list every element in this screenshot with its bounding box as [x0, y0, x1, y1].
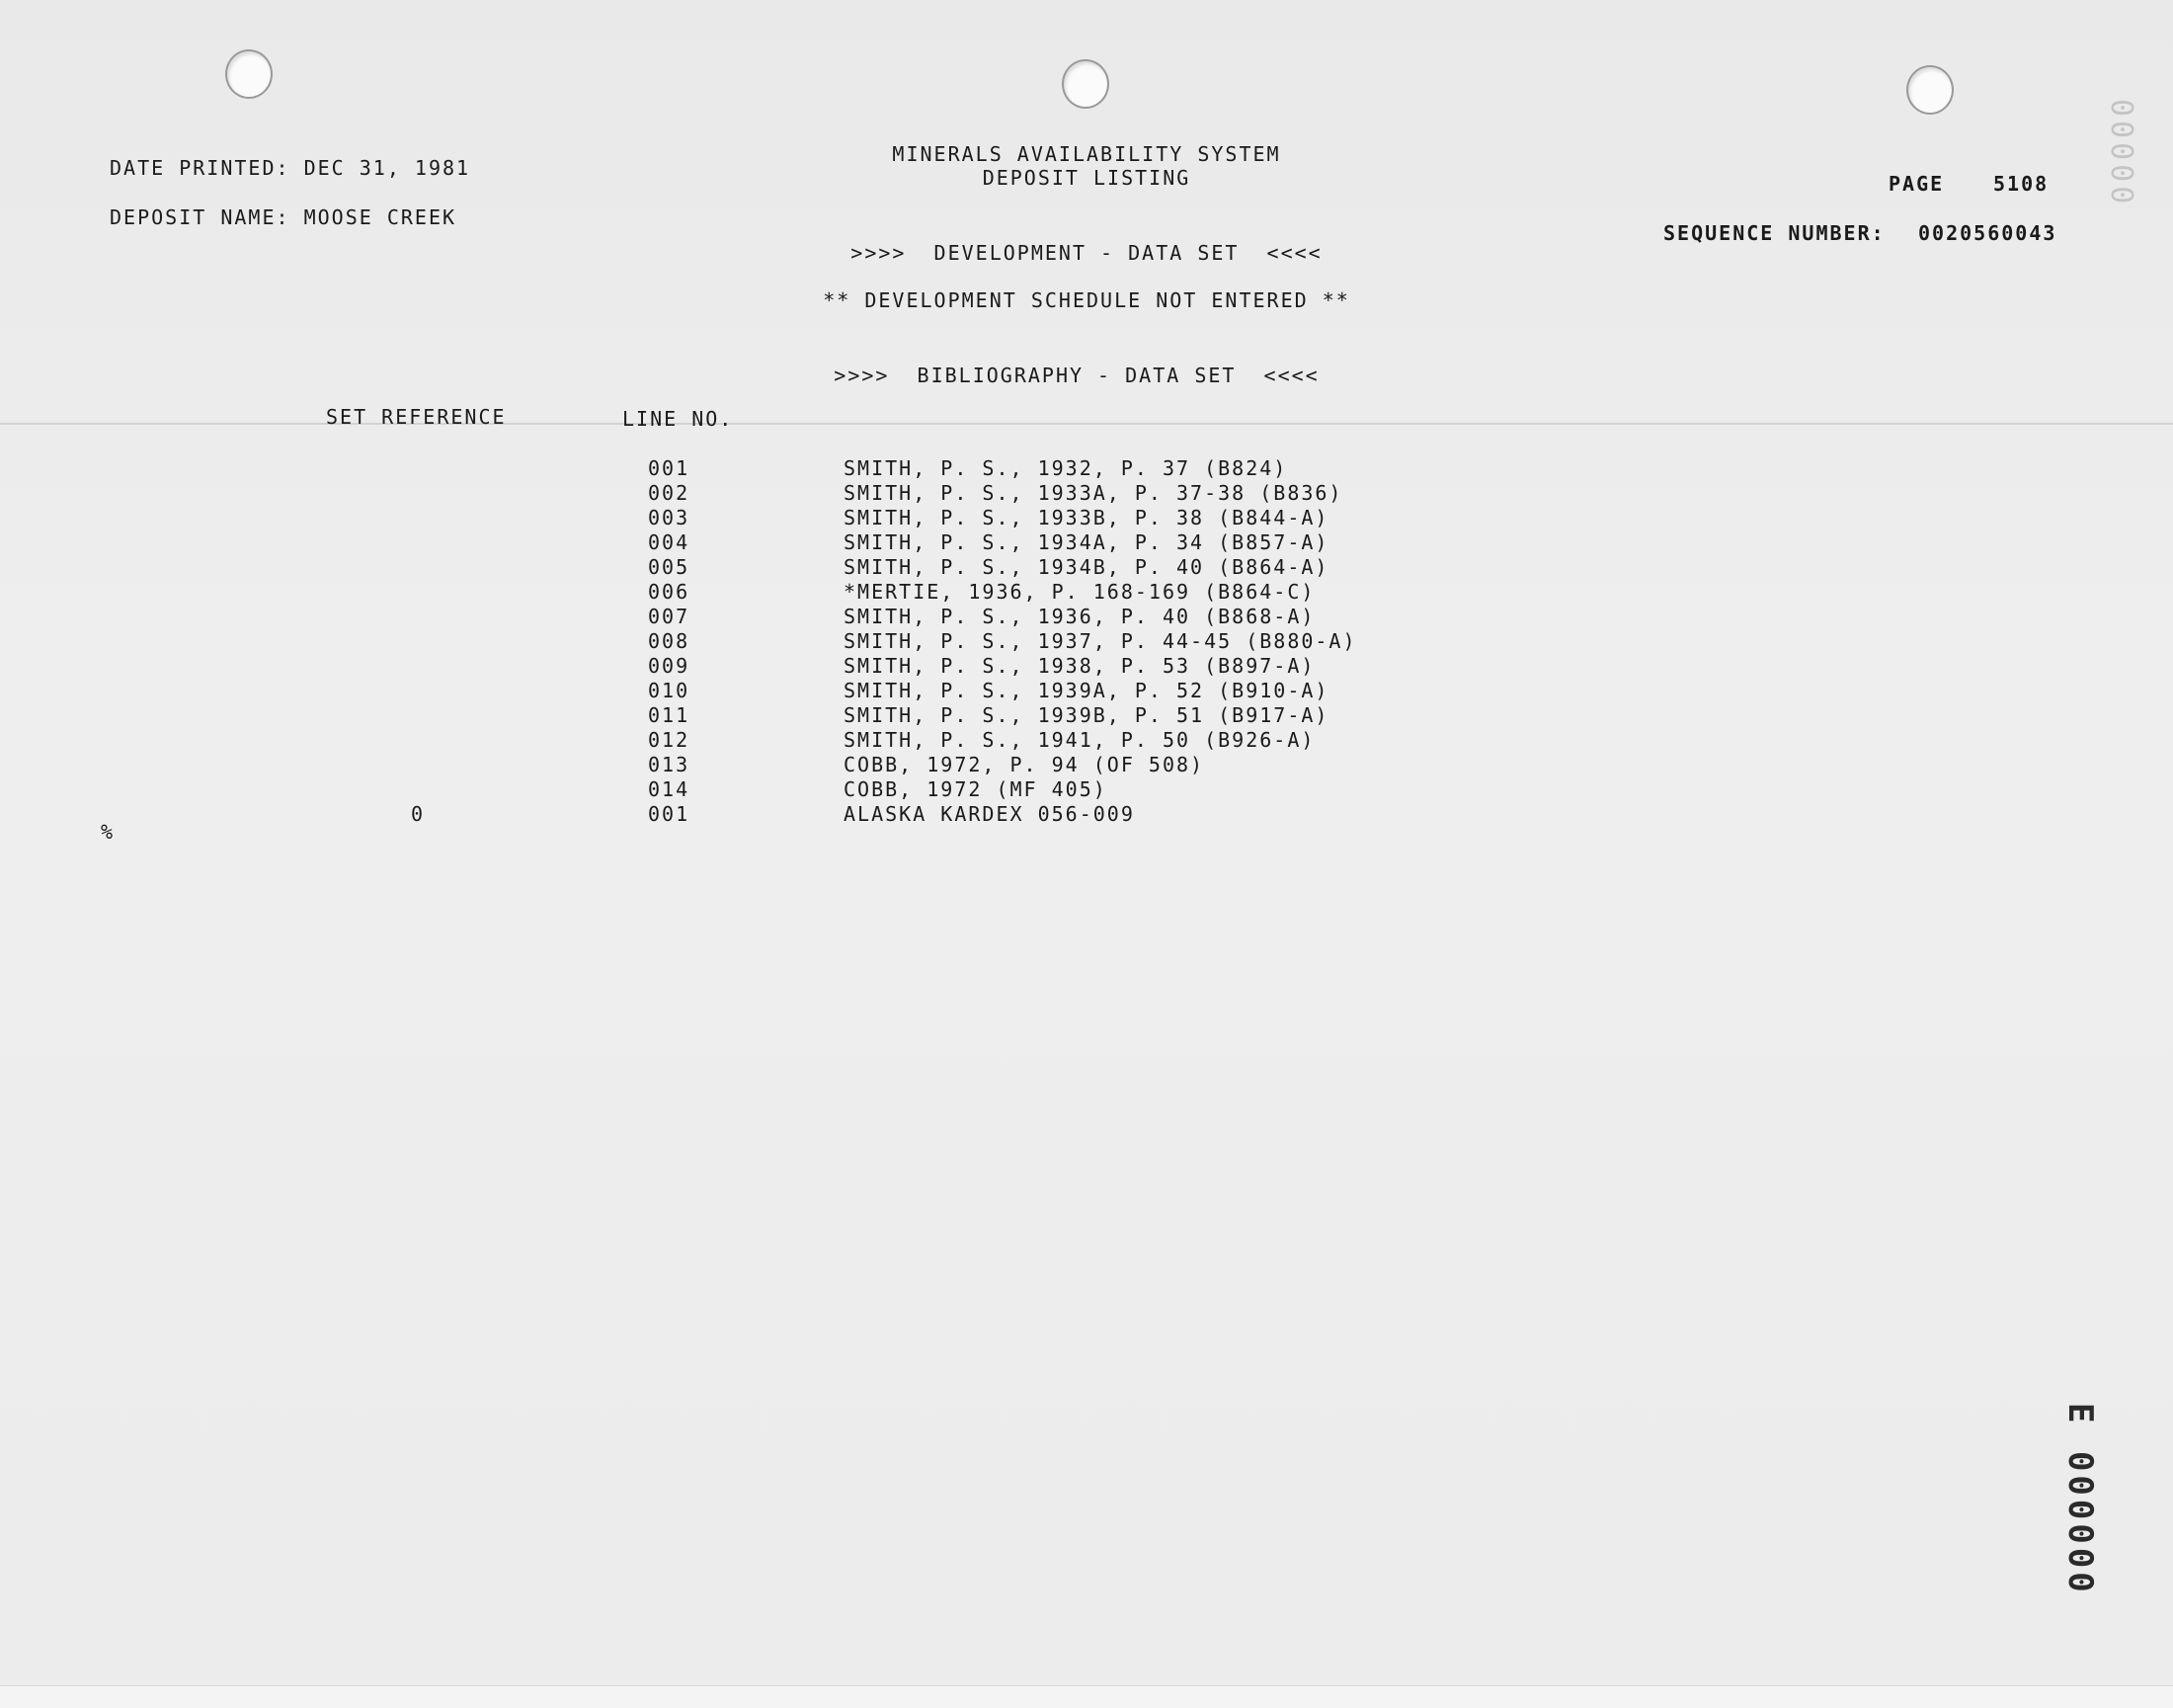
- sequence-label: SEQUENCE NUMBER:: [1663, 221, 1886, 245]
- date-printed: DATE PRINTED: DEC 31, 1981: [110, 156, 471, 180]
- citation: SMITH, P. S., 1934B, P. 40 (B864-A): [844, 555, 1329, 579]
- line-number: 005: [648, 555, 690, 579]
- side-mark-top-right: 00000: [2104, 99, 2138, 208]
- line-number: 001: [648, 802, 690, 826]
- column-header-line-no: LINE NO.: [622, 407, 734, 431]
- citation: COBB, 1972 (MF 405): [844, 777, 1107, 801]
- line-number: 001: [648, 456, 690, 480]
- citation: SMITH, P. S., 1939A, P. 52 (B910-A): [844, 679, 1329, 702]
- sequence-number: 0020560043: [1918, 221, 2057, 245]
- line-number: 006: [648, 580, 690, 604]
- page-bottom-edge: [0, 1685, 2173, 1708]
- deposit-name: DEPOSIT NAME: MOOSE CREEK: [110, 205, 457, 229]
- citation: SMITH, P. S., 1932, P. 37 (B824): [844, 456, 1288, 480]
- line-number: 002: [648, 481, 690, 505]
- citation: SMITH, P. S., 1936, P. 40 (B868-A): [844, 605, 1316, 628]
- citation: SMITH, P. S., 1937, P. 44-45 (B880-A): [844, 629, 1357, 653]
- line-number: 007: [648, 605, 690, 628]
- bibliography-row: [612, 481, 1600, 506]
- line-number: 008: [648, 629, 690, 653]
- citation: ALASKA KARDEX 056-009: [844, 802, 1135, 826]
- line-number: 004: [648, 530, 690, 554]
- line-number: 012: [648, 728, 690, 752]
- bibliography-row: [612, 506, 1600, 530]
- margin-mark: %: [101, 820, 116, 844]
- bibliography-row: [612, 580, 1600, 605]
- bibliography-heading: >>>> BIBLIOGRAPHY - DATA SET <<<<: [834, 364, 1320, 387]
- punch-hole-left: [225, 49, 273, 99]
- bibliography-row: [612, 654, 1600, 679]
- bibliography-row: [612, 728, 1600, 753]
- citation: SMITH, P. S., 1933B, P. 38 (B844-A): [844, 506, 1329, 529]
- citation: SMITH, P. S., 1939B, P. 51 (B917-A): [844, 703, 1329, 727]
- citation: SMITH, P. S., 1941, P. 50 (B926-A): [844, 728, 1316, 752]
- bibliography-row: [612, 605, 1600, 629]
- bibliography-row: [612, 777, 1600, 802]
- citation: COBB, 1972, P. 94 (OF 508): [844, 753, 1205, 776]
- line-number: 009: [648, 654, 690, 678]
- page-label: PAGE: [1889, 172, 1945, 196]
- development-heading: >>>> DEVELOPMENT - DATA SET <<<<: [850, 241, 1323, 265]
- development-note: ** DEVELOPMENT SCHEDULE NOT ENTERED **: [823, 288, 1350, 312]
- bibliography-row: [612, 629, 1600, 654]
- system-title: MINERALS AVAILABILITY SYSTEM: [892, 142, 1281, 166]
- listing-title: DEPOSIT LISTING: [982, 166, 1191, 190]
- line-number: 014: [648, 777, 690, 801]
- citation: SMITH, P. S., 1933A, P. 37-38 (B836): [844, 481, 1343, 505]
- bibliography-row: [612, 456, 1600, 481]
- bibliography-row: [612, 679, 1600, 703]
- punch-hole-right: [1906, 65, 1954, 115]
- line-number: 010: [648, 679, 690, 702]
- bibliography-row: [612, 802, 1600, 827]
- bibliography-row: [612, 753, 1600, 777]
- punch-hole-center: [1062, 59, 1109, 109]
- bibliography-row: [612, 530, 1600, 555]
- line-number: 011: [648, 703, 690, 727]
- page-number: 5108: [1993, 172, 2050, 196]
- line-number: 003: [648, 506, 690, 529]
- side-mark-bottom-right: E 000000: [2060, 1403, 2100, 1596]
- citation: SMITH, P. S., 1938, P. 53 (B897-A): [844, 654, 1316, 678]
- citation: SMITH, P. S., 1934A, P. 34 (B857-A): [844, 530, 1329, 554]
- final-set-reference: 0: [411, 802, 426, 826]
- citation: *MERTIE, 1936, P. 168-169 (B864-C): [844, 580, 1316, 604]
- bibliography-row: [612, 703, 1600, 728]
- bibliography-list: [612, 456, 1600, 827]
- column-header-set-reference: SET REFERENCE: [326, 405, 507, 429]
- bibliography-row: [612, 555, 1600, 580]
- line-number: 013: [648, 753, 690, 776]
